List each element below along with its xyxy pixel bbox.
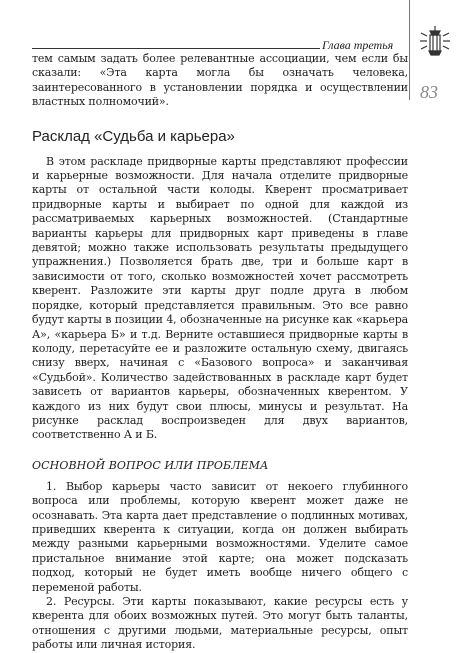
margin-divider [409, 0, 410, 100]
list-item-1: 1. Выбор карьеры часто зависит от некоего глубинного вопроса или проблемы, которую кверент может даже не осознавать. Эта карта дает представление о подлинных мотивах, приведших кверента к ситуации, когда он должен выбирать между разными карьерными возможностями. Уделите самое пристальное внимание этой карте; она может подсказать подход, который не будет иметь вообще ничего общего с переменой работы. [32, 479, 408, 594]
intro-paragraph: тем самым задать более релевантные ассоциации, чем если бы сказали: «Эта карта могла бы означать человека, заинтересованного в установлении порядка и осуществлении властных полномочий». [32, 52, 408, 109]
header-rule [32, 48, 320, 49]
lantern-icon [418, 24, 452, 68]
list-item-2: 2. Ресурсы. Эти карты показывают, какие ресурсы есть у кверента для обоих возможных путей. Это могут быть таланты, отношения с другими людьми, материальные ресурсы, опыт работы или личная история. [32, 595, 408, 652]
subsection-heading: ОСНОВНОЙ ВОПРОС ИЛИ ПРОБЛЕМА [32, 458, 269, 472]
page-number: 83 [420, 82, 438, 102]
section-paragraph: В этом раскладе придворные карты представляют профессии и карьерные возможности. Для начала отделите придворные карты от остальной части колоды. Кверент просматривает придворные карты и выбирает по одной для каждой из рассматриваемых карьерных возможностей. (Стандартные варианты карьеры для придворных карт приведены в главе девятой; можно также использовать результаты предыдущего упражнения.) Позволяется брать две, три и больше карт в зависимости от того, сколько возможностей хочет рассмотреть кверент. Разложите эти карты друг подле друга в любом порядке, который представляется правильным. Это все равно будут карты в позиции 4, обозначенные на рисунке как «карьера А», «карьера Б» и т.д. Верните оставшиеся придворные карты в колоду, перетасуйте ее и разложите остальную схему, двигаясь снизу вверх, начиная с «Базового вопроса» и заканчивая «Судьбой». Количество задействованных в раскладе карт будет зависеть от вариантов карьеры, обозначенных кверентом. У каждого из них будут свои плюсы, минусы и результат. На рисунке расклад воспроизведен для двух вариантов, соответственно А и Б. [32, 154, 408, 442]
section-heading: Расклад «Судьба и карьера» [32, 127, 235, 145]
page-content [32, 52, 408, 653]
chapter-title: Глава третья [322, 38, 394, 52]
